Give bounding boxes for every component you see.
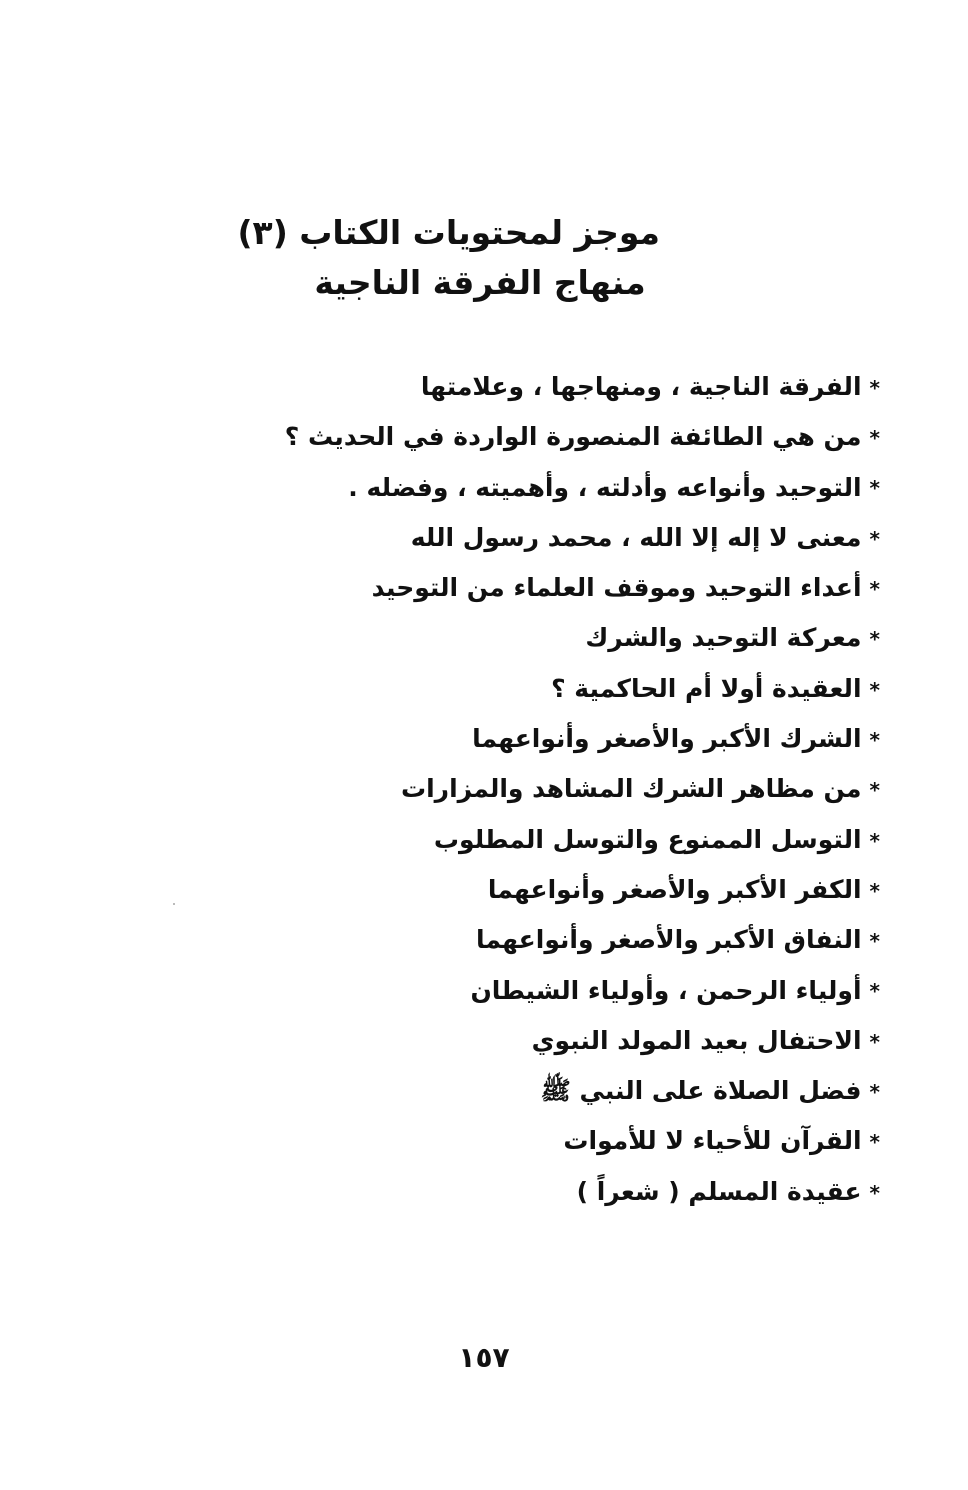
- list-item-text: التوسل الممنوع والتوسل المطلوب: [433, 824, 862, 854]
- list-item: [400, 513, 880, 563]
- bullet-icon: *: [869, 426, 880, 451]
- bullet-icon: *: [869, 375, 880, 400]
- bullet-icon: *: [869, 828, 880, 853]
- list-item: [400, 1116, 880, 1166]
- list-item: [400, 714, 880, 764]
- list-item: [400, 664, 880, 714]
- list-item: [400, 764, 880, 814]
- list-item: [400, 865, 880, 915]
- list-item: [400, 1167, 880, 1217]
- list-item: [400, 1016, 880, 1066]
- list-item-text: الكفر الأكبر والأصغر وأنواعهما: [487, 874, 862, 904]
- page-number: ١٥٧: [458, 1341, 510, 1374]
- list-item: [348, 463, 880, 513]
- title-block: [237, 208, 660, 308]
- bullet-icon: *: [869, 929, 880, 954]
- list-item: [371, 563, 880, 613]
- list-item-text: الشرك الأكبر والأصغر وأنواعهما: [472, 724, 862, 754]
- list-item-text: النفاق الأكبر والأصغر وأنواعهما: [476, 925, 862, 955]
- list-item-text: من مظاهر الشرك المشاهد والمزارات: [400, 774, 862, 804]
- bullet-icon: *: [869, 727, 880, 752]
- list-item: [284, 412, 880, 462]
- list-item: [400, 362, 880, 412]
- list-item-text: القرآن للأحياء لا للأموات: [563, 1126, 862, 1156]
- bullet-icon: *: [869, 627, 880, 652]
- list-item-text: أولياء الرحمن ، وأولياء الشيطان: [470, 975, 862, 1005]
- list-item-text: التوحيد وأنواعه وأدلته ، وأهميته ، وفضله .: [348, 472, 862, 502]
- list-item: [400, 815, 880, 865]
- page-title: موجز لمحتويات الكتاب (٣): [237, 213, 660, 252]
- bullet-icon: *: [869, 577, 880, 602]
- list-item-text: الاحتفال بعيد المولد النبوي: [531, 1025, 862, 1055]
- list-item: [400, 966, 880, 1016]
- bullet-icon: *: [869, 476, 880, 501]
- list-item: [400, 1066, 880, 1116]
- bullet-icon: *: [869, 979, 880, 1004]
- bullet-icon: *: [869, 526, 880, 551]
- list-item-text: الفرقة الناجية ، ومنهاجها ، وعلامتها: [420, 372, 862, 401]
- list-item-text: فضل الصلاة على النبي ﷺ: [540, 1076, 862, 1106]
- bullet-icon: *: [869, 677, 880, 702]
- list-item: [400, 613, 880, 663]
- bullet-icon: *: [869, 1029, 880, 1054]
- list-item-text: العقيدة أولا أم الحاكمية ؟: [551, 673, 862, 703]
- page-subtitle: منهاج الفرقة الناجية: [314, 263, 646, 302]
- list-item-text: أعداء التوحيد وموقف العلماء من التوحيد: [371, 573, 862, 603]
- bullet-icon: *: [869, 1180, 880, 1205]
- list-item-text: من هي الطائفة المنصورة الواردة في الحديث ؟: [284, 422, 862, 452]
- bullet-icon: *: [869, 1080, 880, 1104]
- bullet-icon: *: [869, 1130, 880, 1155]
- bullet-icon: *: [869, 878, 880, 903]
- scan-speck: [173, 903, 175, 905]
- list-item-text: معنى لا إله إلا الله ، محمد رسول الله: [410, 522, 862, 552]
- bullet-icon: *: [869, 778, 880, 803]
- list-item: [400, 915, 880, 965]
- list-item-text: معركة التوحيد والشرك: [585, 623, 862, 653]
- contents-list: [284, 362, 880, 1217]
- list-item-text: عقيدة المسلم ( شعراً ): [576, 1176, 862, 1206]
